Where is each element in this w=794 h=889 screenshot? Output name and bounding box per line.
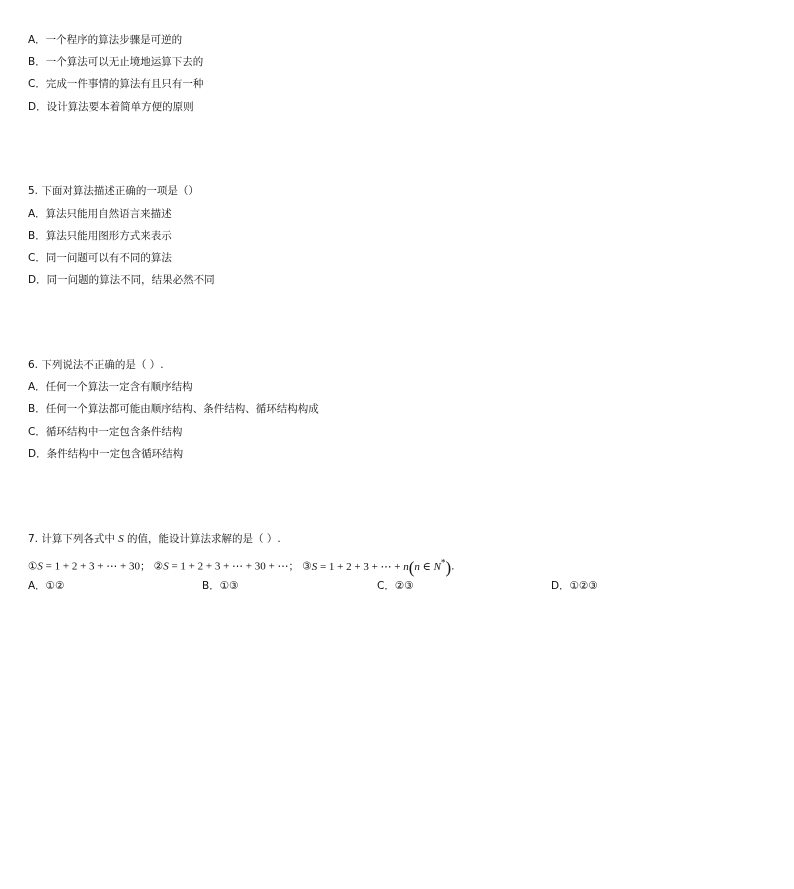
q4-option-d: D．设计算法要本着简单方便的原则 — [28, 101, 194, 113]
q5-option-a: A．算法只能用自然语言来描述 — [28, 208, 172, 220]
formula-sep-1: ； — [139, 560, 151, 573]
q6-option-d: D．条件结构中一定包含循环结构 — [28, 448, 184, 460]
q4-option-b: B．一个算法可以无止境地运算下去的 — [28, 56, 204, 68]
formula-1: S = 1 + 2 + 3 + ⋯ + 30 — [37, 560, 140, 573]
formula-2: S = 1 + 2 + 3 + ⋯ + 30 + ⋯ — [163, 560, 289, 573]
formula-1-marker: ① — [28, 560, 38, 573]
q7-stem — [28, 532, 281, 546]
formula-sep-2: ； — [288, 560, 299, 573]
q5-option-d: D．同一问题的算法不同，结果必然不同 — [28, 274, 215, 286]
formula-3: S = 1 + 2 + 3 + ⋯ + n(n ∈ N*) — [311, 557, 452, 577]
q6-option-b: B．任何一个算法都可能由顺序结构、条件结构、循环结构构成 — [28, 403, 319, 415]
q4-option-a: A．一个程序的算法步骤是可逆的 — [28, 34, 183, 46]
q7-stem-pre: 7. 计算下列各式中 — [28, 533, 115, 545]
q7-option-d: D．①②③ — [551, 580, 598, 592]
q7-option-c: C．②③ — [377, 580, 414, 592]
q7-formulas — [28, 555, 455, 575]
formula-2-marker: ② — [153, 560, 164, 573]
q4-option-c: C．完成一件事情的算法有且只有一种 — [28, 78, 204, 90]
q6-option-c: C．循环结构中一定包含条件结构 — [28, 426, 183, 438]
q7-option-a: A．①② — [28, 580, 65, 592]
formula-end: . — [451, 560, 455, 573]
formula-3-marker: ③ — [302, 560, 312, 573]
q5-stem: 5. 下面对算法描述正确的一项是（） — [28, 185, 199, 197]
q5-option-c: C．同一问题可以有不同的算法 — [28, 252, 172, 264]
q5-option-b: B．算法只能用图形方式来表示 — [28, 230, 172, 242]
q7-stem-var: S — [118, 533, 124, 545]
q7-stem-post: 的值，能设计算法求解的是（ ）. — [127, 533, 281, 545]
q6-stem: 6. 下列说法不正确的是（ ）. — [28, 359, 164, 371]
q7-option-b: B．①③ — [202, 580, 239, 592]
q6-option-a: A．任何一个算法一定含有顺序结构 — [28, 381, 193, 393]
